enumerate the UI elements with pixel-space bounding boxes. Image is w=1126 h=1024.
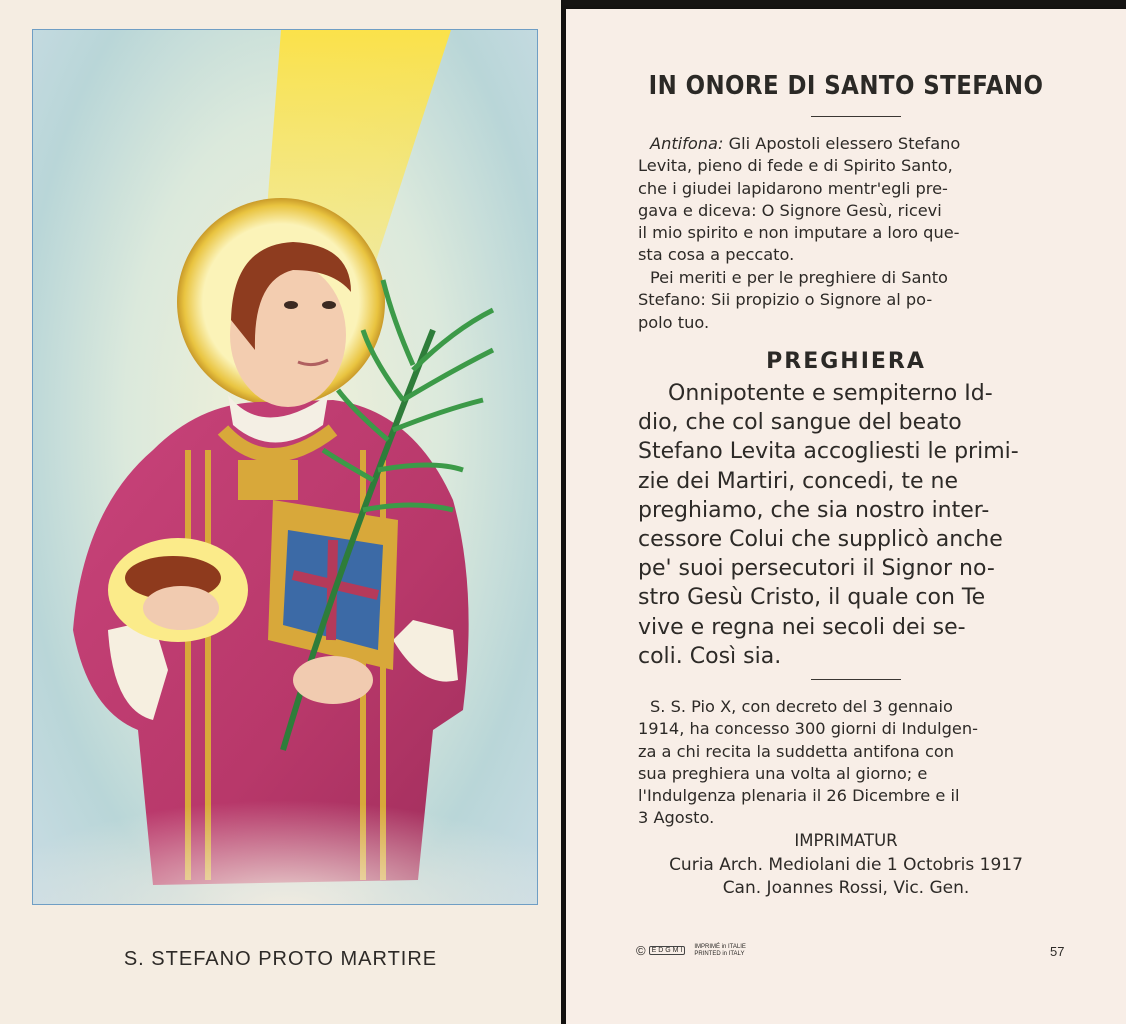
meriti-line: Stefano: Sii propizio o Signore al po- (638, 290, 933, 310)
preghiera-line: stro Gesù Cristo, il quale con Te (638, 585, 986, 611)
indulgence-line: za a chi recita la suddetta antifona con (638, 741, 955, 761)
illustration-frame (32, 29, 538, 905)
saint-name-caption: S. STEFANO PROTO MARTIRE (123, 948, 438, 970)
imprime-text: IMPRIMÉ in ITALIE (694, 943, 746, 950)
holy-card-front (0, 0, 561, 1024)
card-number: 57 (1050, 944, 1065, 959)
meriti-paragraph (638, 267, 1072, 334)
copyright-icon: © (636, 943, 646, 958)
indulgence-line: 1914, ha concesso 300 giorni di Indulgen- (638, 719, 978, 739)
preghiera-line: vive e regna nei secoli dei se- (638, 614, 966, 640)
preghiera-line: cessore Colui che supplicò anche (638, 527, 1003, 553)
meriti-line: polo tuo. (638, 312, 710, 332)
antifona-paragraph (638, 133, 1072, 267)
preghiera-heading: PREGHIERA (766, 349, 926, 374)
curia-line: Curia Arch. Mediolani die 1 Octobris 1917 (669, 855, 1023, 875)
antifona-text: Gli Apostoli elessero Stefano (728, 134, 961, 153)
signer-line: Can. Joannes Rossi, Vic. Gen. (722, 878, 970, 898)
antifona-line: il mio spirito e non imputare a loro que- (638, 223, 960, 243)
antifona-label: Antifona: (650, 134, 724, 153)
antifona-line: gava e diceva: O Signore Gesù, ricevi (638, 200, 942, 220)
preghiera-line: zie dei Martiri, concedi, te ne (638, 468, 959, 494)
holy-card-back (566, 9, 1126, 1024)
indulgence-line: S. S. Pio X, con decreto del 3 gennaio (650, 697, 953, 716)
preghiera-line: coli. Così sia. (638, 643, 782, 669)
preghiera-line: Stefano Levita accogliesti le primi- (638, 439, 1019, 465)
preghiera-paragraph (638, 379, 1072, 671)
preghiera-line: Onnipotente e sempiterno Id- (668, 381, 993, 406)
meriti-line: Pei meriti e per le preghiere di Santo (650, 268, 948, 287)
preghiera-line: pe' suoi persecutori il Signor no- (638, 556, 995, 582)
indulgence-paragraph (638, 696, 1072, 830)
publisher-logo: E D G M I (649, 946, 686, 955)
imprimatur-heading: IMPRIMATUR (794, 831, 898, 850)
antifona-line-1 (638, 133, 1072, 155)
indulgence-line: l'Indulgenza plenaria il 26 Dicembre e il (638, 786, 960, 806)
saint-stephen-illustration (33, 30, 538, 905)
indulgence-line: 3 Agosto. (638, 808, 715, 828)
publisher-mark (636, 943, 746, 958)
antifona-line: che i giudei lapidarono mentr'egli pre- (638, 178, 948, 198)
preghiera-line: dio, che col sangue del beato (638, 410, 962, 436)
page-title: IN ONORE DI SANTO STEFANO (648, 71, 1044, 101)
printed-in-italy (694, 944, 746, 958)
antifona-line: sta cosa a peccato. (638, 245, 795, 265)
preghiera-line: preghiamo, che sia nostro inter- (638, 497, 990, 523)
antifona-line: Levita, pieno di fede e di Spirito Santo, (638, 156, 953, 176)
printed-text: PRINTED in ITALY (694, 950, 745, 957)
title-divider (811, 116, 901, 117)
preghiera-divider (811, 679, 901, 680)
indulgence-line: sua preghiera una volta al giorno; e (638, 763, 928, 783)
